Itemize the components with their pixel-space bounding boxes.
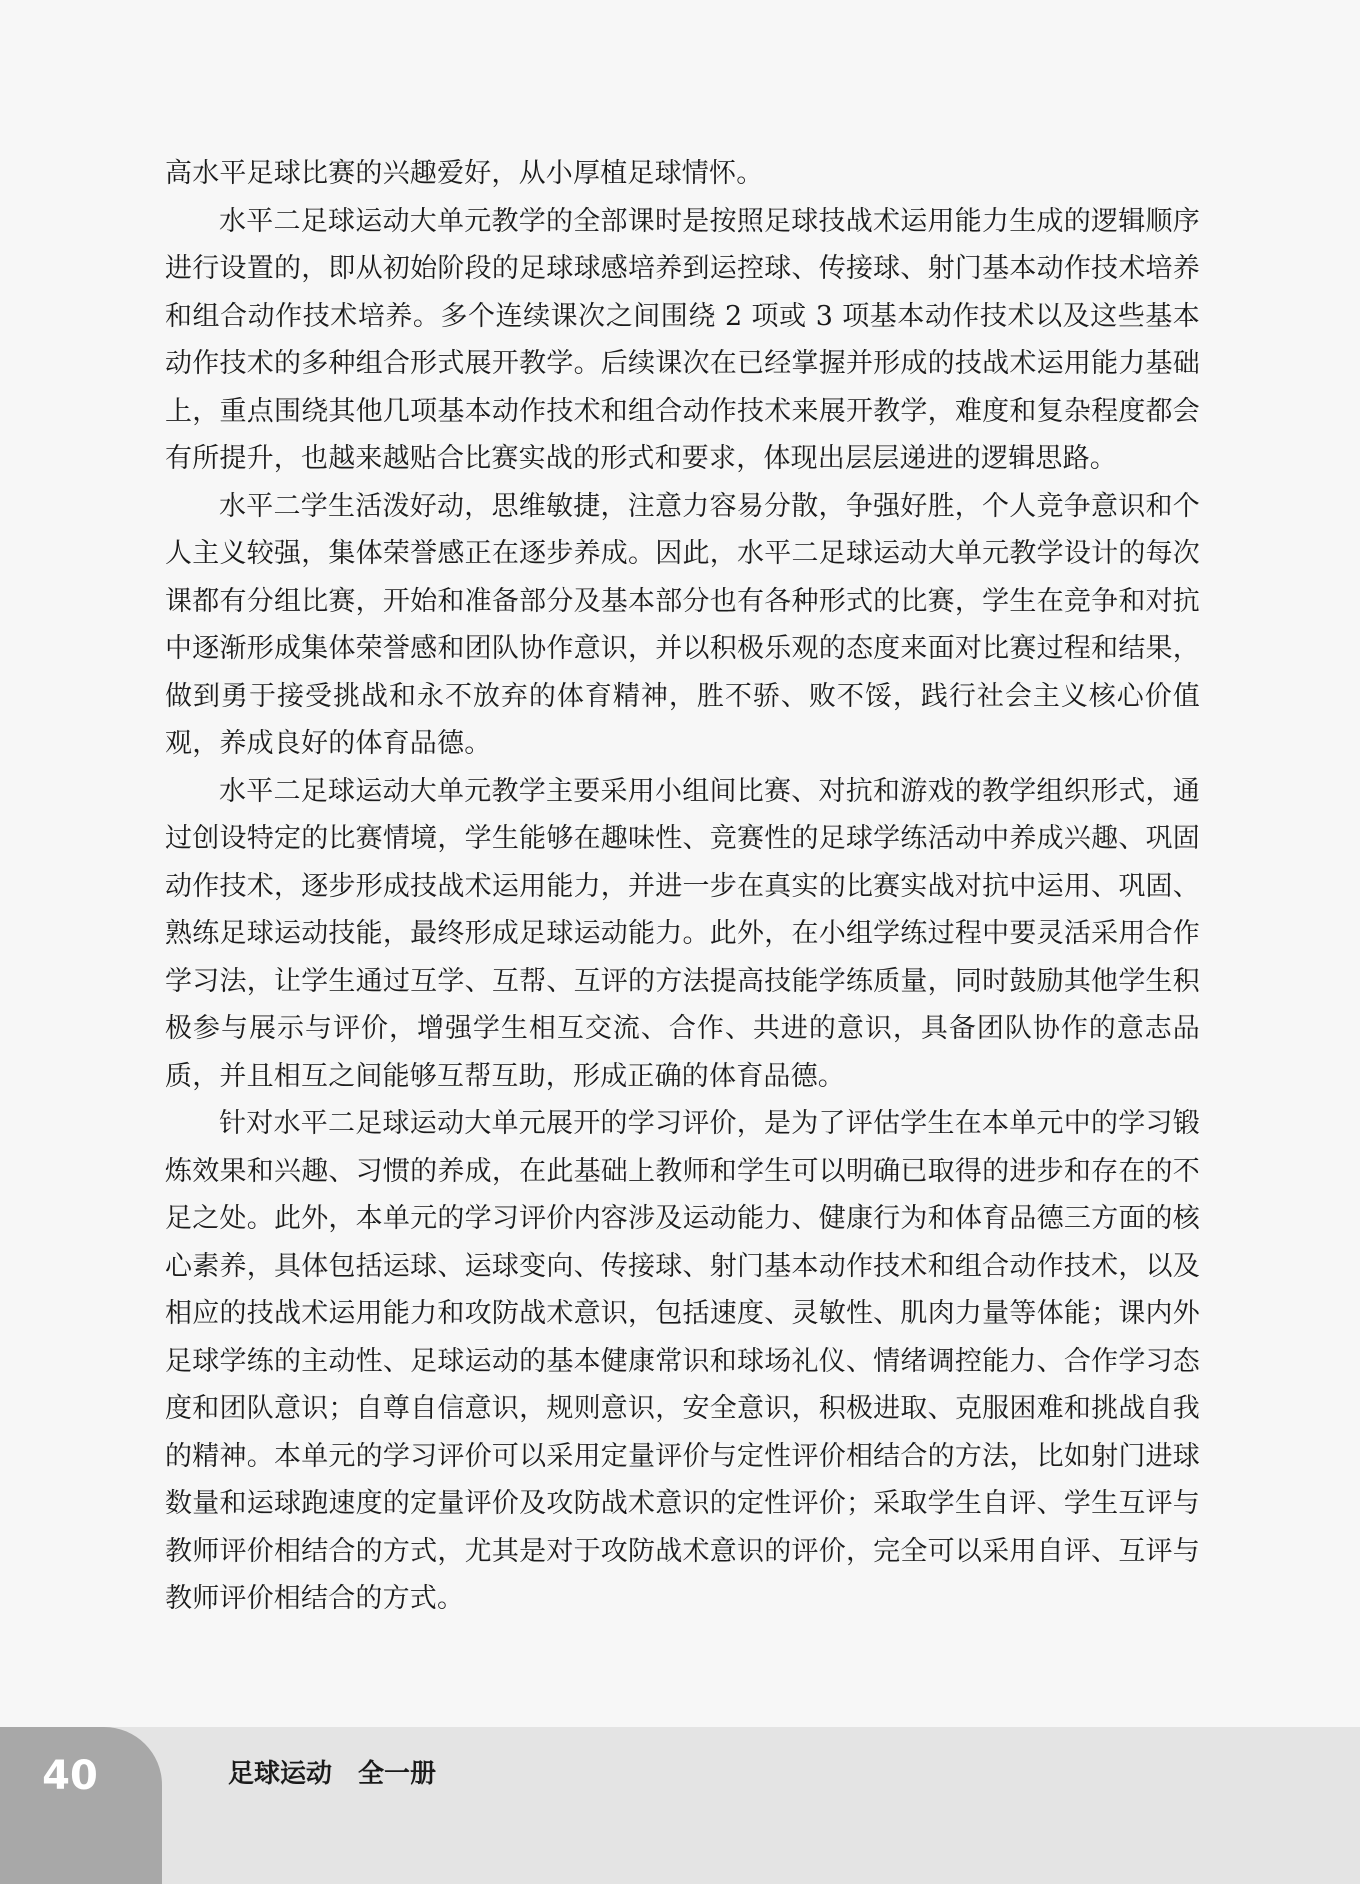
running-footer-book-title: 足球运动 全一册 bbox=[228, 1759, 437, 1789]
body-paragraph-continued: 高水平足球比赛的兴趣爱好，从小厚植足球情怀。 bbox=[165, 158, 764, 189]
footer-band bbox=[0, 1727, 1360, 1884]
page-number: 40 bbox=[42, 1753, 98, 1799]
body-paragraph-student-traits: 水平二学生活泼好动，思维敏捷，注意力容易分散，争强好胜，个人竞争意识和个人主义较强，集体荣誉感正在逐步养成。因此，水平二足球运动大单元教学设计的每次课都有分组比赛，开始和准备部分及基本部分也有各种形式的比赛，学生在竞争和对抗中逐渐形成集体荣誉感和团队协作意识，并以积极乐观的态度来面对比赛过程和结果，做到勇于接受挑战和永不放弃的体育精神，胜不骄、败不馁，践行社会主义核心价值观，养成良好的体育品德。 bbox=[165, 490, 1200, 759]
body-paragraph-learning-evaluation: 针对水平二足球运动大单元展开的学习评价，是为了评估学生在本单元中的学习锻炼效果和兴趣、习惯的养成，在此基础上教师和学生可以明确已取得的进步和存在的不足之处。此外，本单元的学习评价内容涉及运动能力、健康行为和体育品德三方面的核心素养，具体包括运球、运球变向、传接球、射门基本动作技术和组合动作技术，以及相应的技战术运用能力和攻防战术意识，包括速度、灵敏性、肌肉力量等体能；课内外足球学练的主动性、足球运动的基本健康常识和球场礼仪、情绪调控能力、合作学习态度和团队意识；自尊自信意识，规则意识，安全意识，积极进取、克服困难和挑战自我的精神。本单元的学习评价可以采用定量评价与定性评价相结合的方法，比如射门进球数量和运球跑速度的定量评价及攻防战术意识的定性评价；采取学生自评、学生互评与教师评价相结合的方式，尤其是对于攻防战术意识的评价，完全可以采用自评、互评与教师评价相结合的方式。 bbox=[165, 1108, 1200, 1614]
body-paragraph-course-sequence: 水平二足球运动大单元教学的全部课时是按照足球技战术运用能力生成的逻辑顺序进行设置的，即从初始阶段的足球球感培养到运控球、传接球、射门基本动作技术培养和组合动作技术培养。多个连续课次之间围绕 2 项或 3 项基本动作技术以及这些基本动作技术的多种组合形式展开教学。后续课次在已经掌握并形成的技战术运用能力基础上，重点围绕其他几项基本动作技术和组合动作技术来展开教学，难度和复杂程度都会有所提升，也越来越贴合比赛实战的形式和要求，体现出层层递进的逻辑思路。 bbox=[165, 205, 1200, 474]
body-paragraph-teaching-organization: 水平二足球运动大单元教学主要采用小组间比赛、对抗和游戏的教学组织形式，通过创设特定的比赛情境，学生能够在趣味性、竞赛性的足球学练活动中养成兴趣、巩固动作技术，逐步形成技战术运用能力，并进一步在真实的比赛实战对抗中运用、巩固、熟练足球运动技能，最终形成足球运动能力。此外，在小组学练过程中要灵活采用合作学习法，让学生通过互学、互帮、互评的方法提高技能学练质量，同时鼓励其他学生积极参与展示与评价，增强学生相互交流、合作、共进的意识，具备团队协作的意志品质，并且相互之间能够互帮互助，形成正确的体育品德。 bbox=[165, 775, 1200, 1092]
page-body bbox=[165, 150, 1200, 1623]
